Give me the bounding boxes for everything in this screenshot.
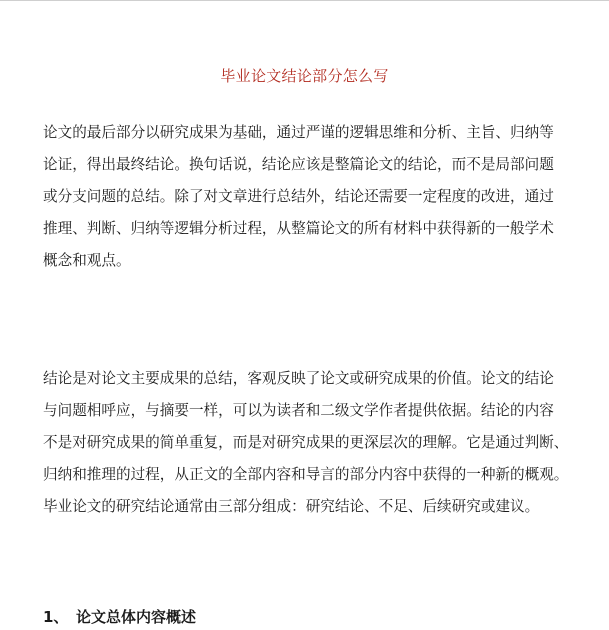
paragraph-line: 论文的最后部分以研究成果为基础，通过严谨的逻辑思维和分析、主旨、归纳等 bbox=[43, 124, 554, 141]
paragraph-line: 结论是对论文主要成果的总结，客观反映了论文或研究成果的价值。论文的结论 bbox=[43, 370, 554, 387]
paragraph-line: 毕业论文的研究结论通常由三部分组成：研究结论、不足、后续研究或建议。 bbox=[43, 498, 540, 515]
paragraph-line: 不是对研究成果的简单重复，而是对研究成果的更深层次的理解。它是通过判断、 bbox=[43, 434, 569, 451]
paragraph-line: 或分支问题的总结。除了对文章进行总结外，结论还需要一定程度的改进，通过 bbox=[43, 188, 554, 205]
section-heading-text: 论文总体内容概述 bbox=[76, 608, 197, 626]
paragraph-line: 概念和观点。 bbox=[43, 252, 131, 269]
paragraph-line: 与问题相呼应，与摘要一样，可以为读者和二级文学作者提供依据。结论的内容 bbox=[43, 402, 554, 419]
paragraph-line: 归纳和推理的过程，从正文的全部内容和导言的部分内容中获得的一种新的概观。 bbox=[43, 466, 569, 483]
document-title: 毕业论文结论部分怎么写 bbox=[220, 67, 389, 85]
paragraph-line: 论证，得出最终结论。换句话说，结论应该是整篇论文的结论，而不是局部问题 bbox=[43, 156, 554, 173]
paragraph-conclusion-summary bbox=[43, 363, 583, 523]
paragraph-intro bbox=[43, 117, 583, 277]
section-heading-number: 1、 bbox=[43, 608, 69, 626]
section-heading bbox=[43, 605, 196, 629]
paragraph-line: 推理、判断、归纳等逻辑分析过程，从整篇论文的所有材料中获得新的一般学术 bbox=[43, 220, 554, 237]
